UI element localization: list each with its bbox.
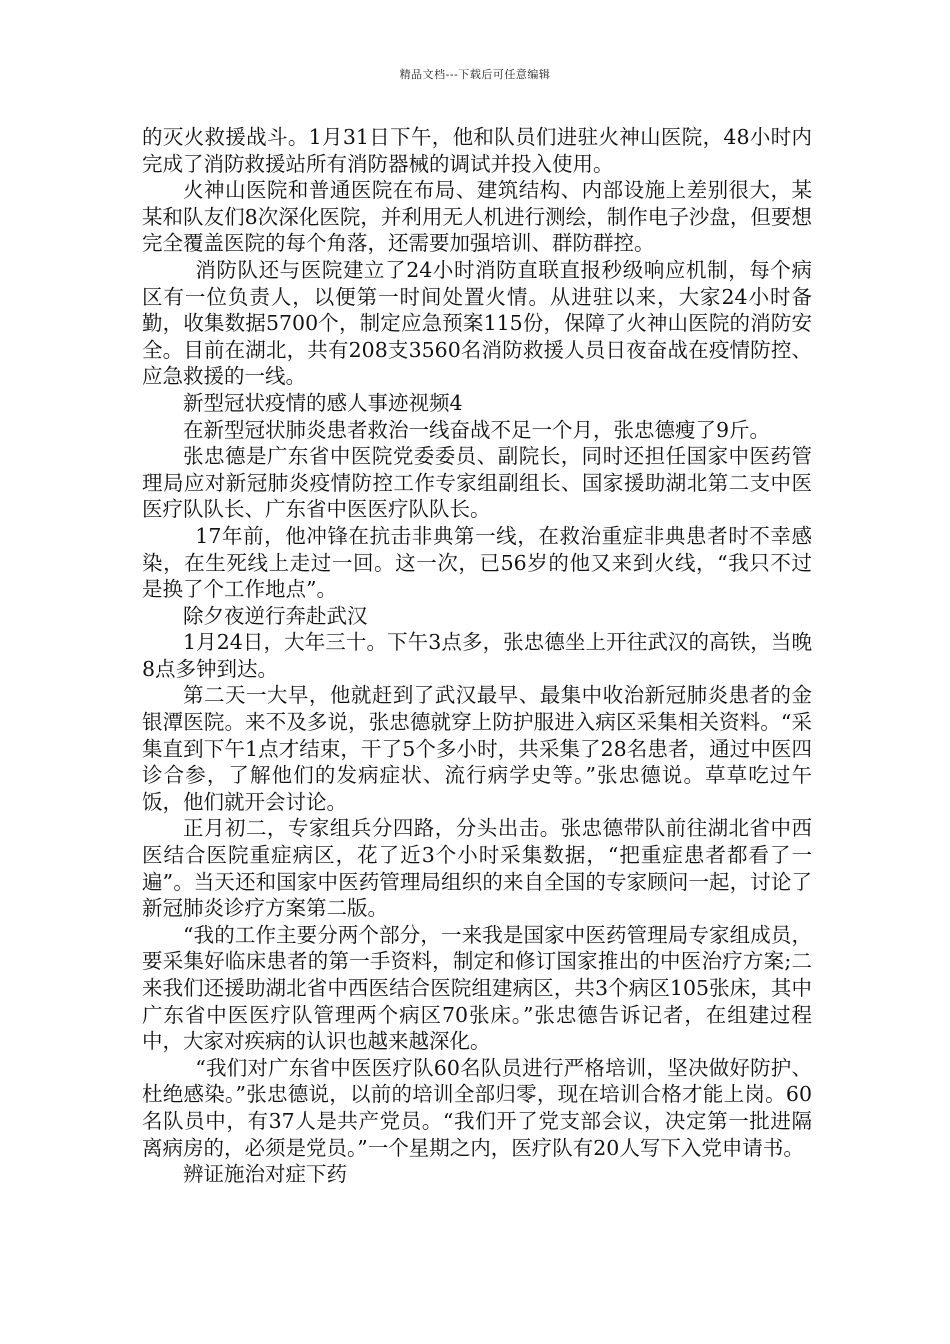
paragraph: 张忠德是广东省中医院党委委员、副院长，同时还担任国家中医药管理局应对新冠肺炎疫情防控工作专家组副组长、国家援助湖北第二支中医医疗队队长、广东省中医医疗队队长。 [142, 444, 812, 522]
paragraph: 1月24日，大年三十。下午3点多，张忠德坐上开往武汉的高铁，当晚8点多钟到达。 [142, 630, 812, 681]
paragraph: 第二天一大早，他就赶到了武汉最早、最集中收治新冠肺炎患者的金银潭医院。来不及多说，张忠德就穿上防护服进入病区采集相关资料。“采集直到下午1点才结束，干了5个多小时，共采集了28名患者，通过中医四诊合参，了解他们的发病症状、流行病学史等。”张忠德说。草草吃过午饭，他们就开会讨论。 [142, 683, 812, 814]
page-header: 精品文档---下载后可任意编辑 [399, 68, 551, 81]
section-heading: 除夕夜逆行奔赴武汉 [183, 603, 368, 628]
document-body [142, 124, 812, 1188]
paragraph: 消防队还与医院建立了24小时消防直联直报秒级响应机制，每个病区有一位负责人，以便第一时间处置火情。从进驻以来，大家24小时备勤，收集数据5700个，制定应急预案115份，保障了火神山医院的消防安全。目前在湖北，共有208支3560名消防救援人员日夜奋战在疫情防控、应急救援的一线。 [142, 257, 812, 389]
section-heading: 辨证施治对症下药 [183, 1162, 347, 1187]
section-heading: 新型冠状疫情的感人事迹视频4 [183, 390, 463, 415]
paragraph: 17年前，他冲锋在抗击非典第一线，在救治重症非典患者时不幸感染，在生死线上走过一回。这一次，已56岁的他又来到火线，“我只不过是换了个工作地点”。 [142, 523, 812, 602]
paragraph: “我们对广东省中医医疗队60名队员进行严格培训，坚决做好防护、杜绝感染。”张忠德说，以前的培训全部归零，现在培训合格才能上岗。60名队员中，有37人是共产党员。“我们开了党支部会议，决定第一批进隔离病房的，必须是党员。”一个星期之内，医疗队有20人写下入党申请书。 [142, 1055, 812, 1160]
paragraph: 正月初二，专家组兵分四路，分头出击。张忠德带队前往湖北省中西医结合医院重症病区，花了近3个小时采集数据，“把重症患者都看了一遍”。当天还和国家中医药管理局组织的来自全国的专家顾问一起，讨论了新冠肺炎诊疗方案第二版。 [142, 816, 812, 921]
paragraph: “我的工作主要分两个部分，一来我是国家中医药管理局专家组成员，要采集好临床患者的第一手资料，制定和修订国家推出的中医治疗方案;二来我们还援助湖北省中西医结合医院组建病区，共3个病区105张床，其中广东省中医医疗队管理两个病区70张床。”张忠德告诉记者，在组建过程中，大家对疾病的认识也越来越深化。 [142, 922, 812, 1054]
paragraph: 在新型冠状肺炎患者救治一线奋战不足一个月，张忠德瘦了9斤。 [183, 417, 771, 442]
paragraph: 火神山医院和普通医院在布局、建筑结构、内部设施上差别很大，某某和队友们8次深化医院，并利用无人机进行测绘，制作电子沙盘，但要想完全覆盖医院的每个角落，还需要加强培训、群防群控。 [142, 178, 812, 256]
paragraph: 的灭火救援战斗。1月31日下午，他和队员们进驻火神山医院，48小时内完成了消防救援站所有消防器械的调试并投入使用。 [142, 125, 812, 176]
